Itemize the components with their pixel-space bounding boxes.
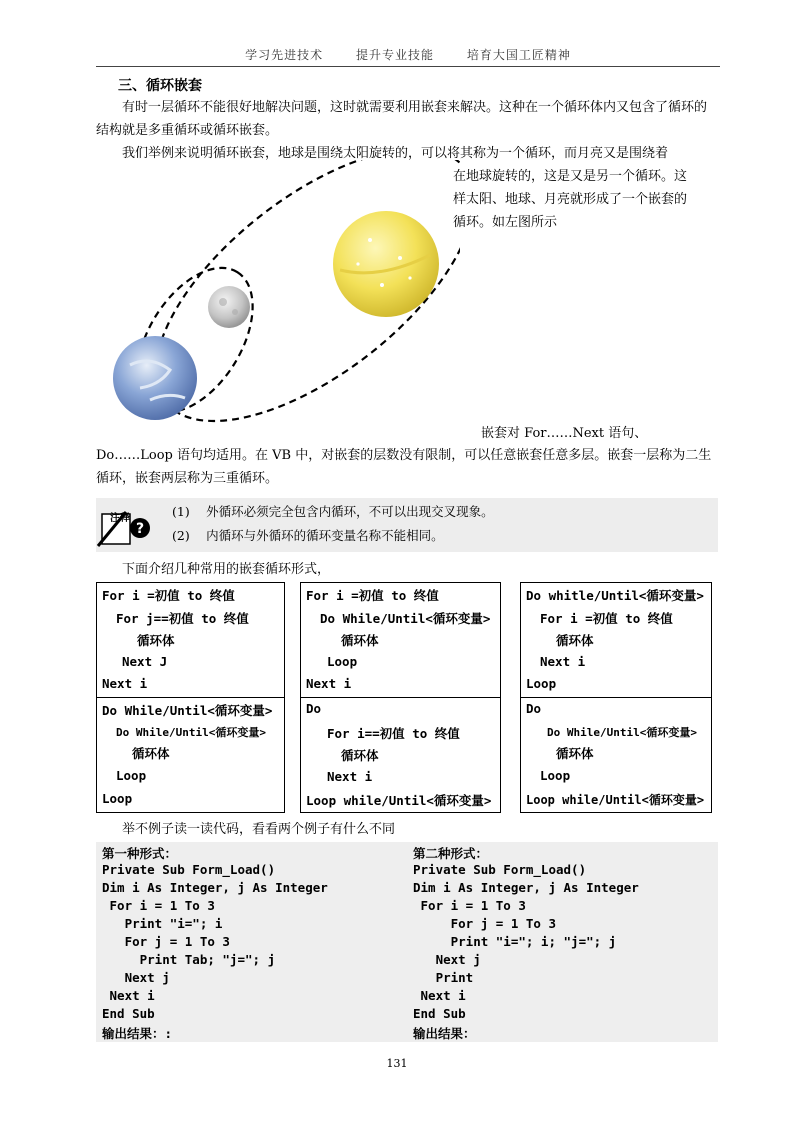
code-line: Dim i As Integer, j As Integer bbox=[413, 880, 639, 895]
example-intro: 举不例子读一读代码，看看两个例子有什么不同 bbox=[122, 822, 396, 837]
form-line: 循环体 bbox=[132, 746, 170, 761]
form-line: 循环体 bbox=[556, 746, 594, 761]
form-cell bbox=[300, 697, 501, 813]
form-line: Next i bbox=[327, 769, 373, 784]
earth-icon bbox=[113, 336, 197, 420]
code-line: 输出结果：: bbox=[102, 1026, 173, 1041]
code-line: Dim i As Integer, j As Integer bbox=[102, 880, 328, 895]
paragraph-2-line: 在地球旋转的，这是又是另一个循环。这 bbox=[453, 169, 688, 184]
code-line: Print "i="; i bbox=[102, 916, 223, 931]
form-line: Do While/Until<循环变量> bbox=[547, 726, 697, 739]
form-line: For i =初值 to 终值 bbox=[540, 611, 673, 626]
form-line: Loop bbox=[540, 768, 571, 783]
section-title: 三、循环嵌套 bbox=[118, 78, 202, 94]
paragraph-2-line: 样太阳、地球、月亮就形成了一个嵌套的 bbox=[453, 192, 688, 207]
code-line: Private Sub Form_Load() bbox=[413, 862, 587, 877]
code-line: For i = 1 To 3 bbox=[413, 898, 526, 913]
form-line: Loop bbox=[116, 768, 147, 783]
code-line: Next j bbox=[413, 952, 481, 967]
code-example-2 bbox=[413, 844, 713, 1042]
form-line: Loop bbox=[327, 654, 358, 669]
header-rule bbox=[96, 66, 720, 67]
form-line: Loop while/Until<循环变量> bbox=[526, 793, 705, 807]
paragraph-2-wrap bbox=[453, 165, 723, 234]
form-line: 循环体 bbox=[341, 748, 379, 763]
code-line: 输出结果： bbox=[413, 1026, 476, 1041]
note-item: (2) 内循环与外循环的循环变量名称不能相同。 bbox=[172, 528, 444, 543]
running-header bbox=[96, 46, 720, 63]
paragraph-2-line: 循环。如左图所示 bbox=[453, 215, 558, 230]
form-line: For j==初值 to 终值 bbox=[116, 611, 249, 626]
form-line: 循环体 bbox=[137, 633, 175, 648]
code-line: Next j bbox=[102, 970, 170, 985]
code-line: Next i bbox=[413, 988, 466, 1003]
code-line: End Sub bbox=[102, 1006, 155, 1021]
header-item: 培育大国工匠精神 bbox=[466, 48, 571, 62]
code-line: For j = 1 To 3 bbox=[102, 934, 230, 949]
page-number: 131 bbox=[386, 1057, 408, 1070]
form-line: Loop bbox=[102, 791, 133, 806]
code-line: Print "i="; i; "j="; j bbox=[413, 934, 617, 949]
form-line: For i==初值 to 终值 bbox=[327, 726, 460, 741]
form-line: Next i bbox=[102, 676, 148, 691]
form-line: For i =初值 to 终值 bbox=[102, 588, 235, 603]
paragraph-2: 我们举例来说明循环嵌套，地球是围绕太阳旋转的，可以将其称为一个循环，而月亮又是围绕着 bbox=[122, 146, 669, 161]
note-item: (1) 外循环必须完全包含内循环，不可以出现交叉现象。 bbox=[172, 504, 494, 519]
form-line: 循环体 bbox=[556, 633, 594, 648]
forms-intro: 下面介绍几种常用的嵌套循环形式， bbox=[122, 562, 331, 577]
form-cell bbox=[96, 697, 285, 813]
code-example-1 bbox=[102, 844, 402, 1042]
form-line: Next J bbox=[122, 654, 168, 669]
code-line: End Sub bbox=[413, 1006, 466, 1021]
form-line: Do whitle/Until<循环变量> bbox=[526, 588, 704, 603]
form-line: 循环体 bbox=[341, 633, 379, 648]
paragraph-1: 有时一层循环不能很好地解决问题，这时就需要利用嵌套来解决。这种在一个循环体内又包含了循环的结构就是多重循环或循环嵌套。 bbox=[96, 100, 708, 138]
form-line: Next i bbox=[306, 676, 352, 691]
orbit-illustration bbox=[100, 160, 460, 425]
code-line: Private Sub Form_Load() bbox=[102, 862, 276, 877]
form-line: Do While/Until<循环变量> bbox=[320, 611, 491, 626]
header-item: 学习先进技术 bbox=[245, 48, 324, 62]
paragraph-3: Do……Loop 语句均适用。在 VB 中，对嵌套的层数没有限制，可以任意嵌套任意多层。嵌套一层称为二生循环，嵌套两层称为三重循环。 bbox=[96, 448, 712, 486]
form-line: Do bbox=[306, 701, 322, 716]
header-item: 提升专业技能 bbox=[355, 48, 434, 62]
form-line: Loop while/Until<循环变量> bbox=[306, 793, 492, 808]
form-line: Do While/Until<循环变量> bbox=[116, 726, 266, 739]
form-line: Do While/Until<循环变量> bbox=[102, 703, 273, 718]
sun-icon bbox=[333, 211, 439, 317]
code-line: Next i bbox=[102, 988, 155, 1003]
form-line: For i =初值 to 终值 bbox=[306, 588, 439, 603]
form-line: Next i bbox=[540, 654, 586, 669]
code-line: Print Tab; "j="; j bbox=[102, 952, 276, 967]
form-line: Loop bbox=[526, 676, 557, 691]
code-line: 第一种形式： bbox=[102, 846, 178, 861]
code-line: 第二种形式： bbox=[413, 846, 489, 861]
form-line: Do bbox=[526, 701, 542, 716]
code-line: For i = 1 To 3 bbox=[102, 898, 215, 913]
code-line: For j = 1 To 3 bbox=[413, 916, 556, 931]
note-icon-label: 注释 bbox=[110, 513, 130, 524]
code-line: Print bbox=[413, 970, 474, 985]
svg-text:?: ? bbox=[136, 521, 145, 537]
form-cell bbox=[96, 582, 285, 698]
form-cell bbox=[300, 582, 501, 698]
paragraph-3-start: 嵌套对 For……Next 语句、 bbox=[481, 426, 648, 441]
moon-icon bbox=[208, 286, 250, 328]
form-cell bbox=[520, 582, 712, 698]
form-cell bbox=[520, 697, 712, 813]
